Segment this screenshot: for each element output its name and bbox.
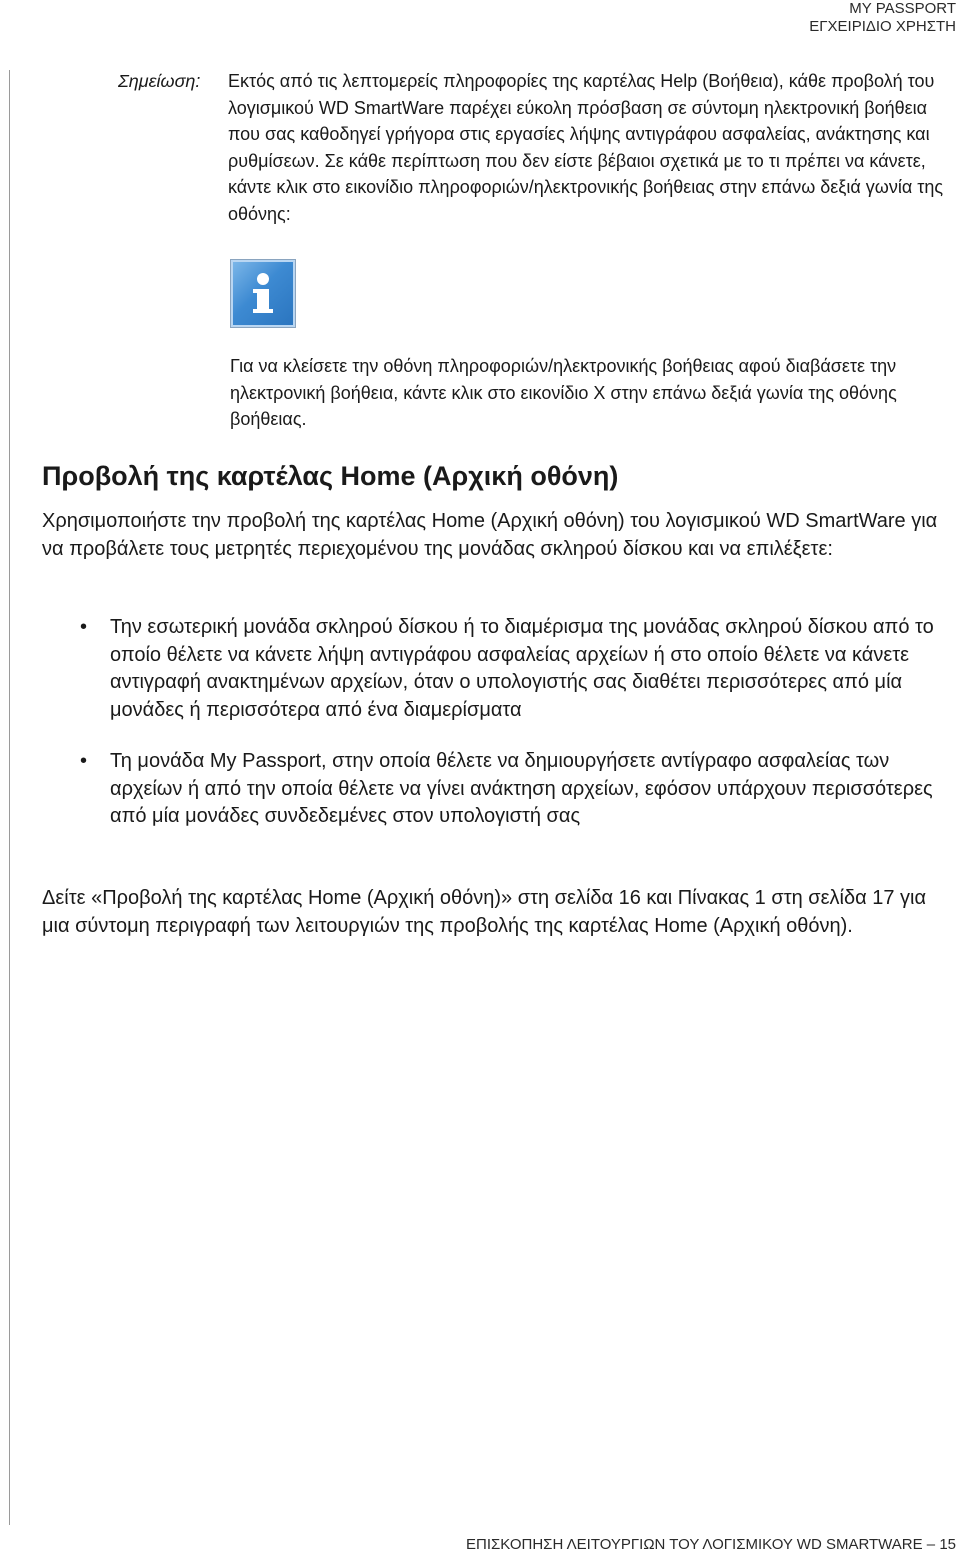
see-also-paragraph: Δείτε «Προβολή της καρτέλας Home (Αρχική οθόνη)» στη σελίδα 16 και Πίνακας 1 στη σελίδα 17 για μια σύντομη περιγραφή των λειτουργιών της προβολής της καρτέλας Home (Αρχική οθόνη). <box>42 887 927 937</box>
page-number: 15 <box>939 1536 956 1553</box>
note-body: Εκτός από τις λεπτομερείς πληροφορίες της καρτέλας Help (Βοήθεια), κάθε προβολή του λογισμικού WD SmartWare παρέχει εύκολη πρόσβαση σε σύντομη ηλεκτρονική βοήθεια που σας καθοδηγεί γρήγορα στις εργασίες λήψης αντιγράφου ασφαλείας, ανάκτησης και ρυθμίσεων. Σε κάθε περίπτωση που δεν είστε βέβαιοι σχετικά με το τι πρέπει να κάνετε, κάντε κλικ στο εικονίδιο πληροφοριών/ηλεκτρονικής βοήθειας στην επάνω δεξιά γωνία της οθόνης: <box>228 71 944 224</box>
page-footer <box>466 1536 956 1554</box>
list-item-text: Την εσωτερική μονάδα σκληρού δίσκου ή το διαμέρισμα της μονάδας σκληρού δίσκου από το οποίο θέλετε να κάνετε λήψη αντιγράφου ασφαλείας αρχείων ή στο οποίο θέλετε να κάνετε αντιγραφή ανακτημένων αρχείων, όταν ο υπολογιστής σας διαθέτει περισσότερες από μία μονάδες ή περισσότερα από ένα διαμερίσματα <box>110 616 934 721</box>
bullet-icon: • <box>80 750 88 772</box>
list-item <box>42 748 942 831</box>
header-manual: ΕΓΧΕΙΡΙΔΙΟ ΧΡΗΣΤΗ <box>809 18 956 35</box>
header-product: MY PASSPORT <box>849 0 956 17</box>
note-body-wrapper <box>228 68 948 227</box>
footer-separator: – <box>926 1536 936 1553</box>
info-icon[interactable] <box>230 259 296 328</box>
bullet-icon: • <box>80 616 88 638</box>
list-item <box>42 614 942 724</box>
section-intro: Χρησιμοποιήστε την προβολή της καρτέλας Home (Αρχική οθόνη) του λογισμικού WD SmartWare για να προβάλετε τους μετρητές περιεχομένου της μονάδας σκληρού δίσκου και να επιλέξετε: <box>42 510 938 560</box>
note-block <box>118 68 944 224</box>
page-header <box>809 0 956 36</box>
change-bar <box>9 70 10 1525</box>
section-title: Προβολή της καρτέλας Home (Αρχική οθόνη) <box>42 461 619 491</box>
footer-chapter: ΕΠΙΣΚΟΠΗΣΗ ΛΕΙΤΟΥΡΓΙΩΝ ΤΟΥ ΛΟΓΙΣΜΙΚΟΥ WD SMARTWARE <box>466 1536 923 1553</box>
note-close-instructions: Για να κλείσετε την οθόνη πληροφοριών/ηλεκτρονικής βοήθειας αφού διαβάσετε την ηλεκτρονική βοήθεια, κάντε κλικ στο εικονίδιο X στην επάνω δεξιά γωνία της οθόνης βοήθειας. <box>230 356 897 429</box>
bullet-list <box>42 614 942 855</box>
note-label: Σημείωση: <box>118 71 201 91</box>
list-item-text: Τη μονάδα My Passport, στην οποία θέλετε να δημιουργήσετε αντίγραφο ασφαλείας των αρχείων ή από την οποία θέλετε να γίνει ανάκτηση αρχείων, εφόσον υπάρχουν περισσότερες από μία μονάδες συνδεδεμένες στον υπολογιστή σας <box>110 750 933 827</box>
